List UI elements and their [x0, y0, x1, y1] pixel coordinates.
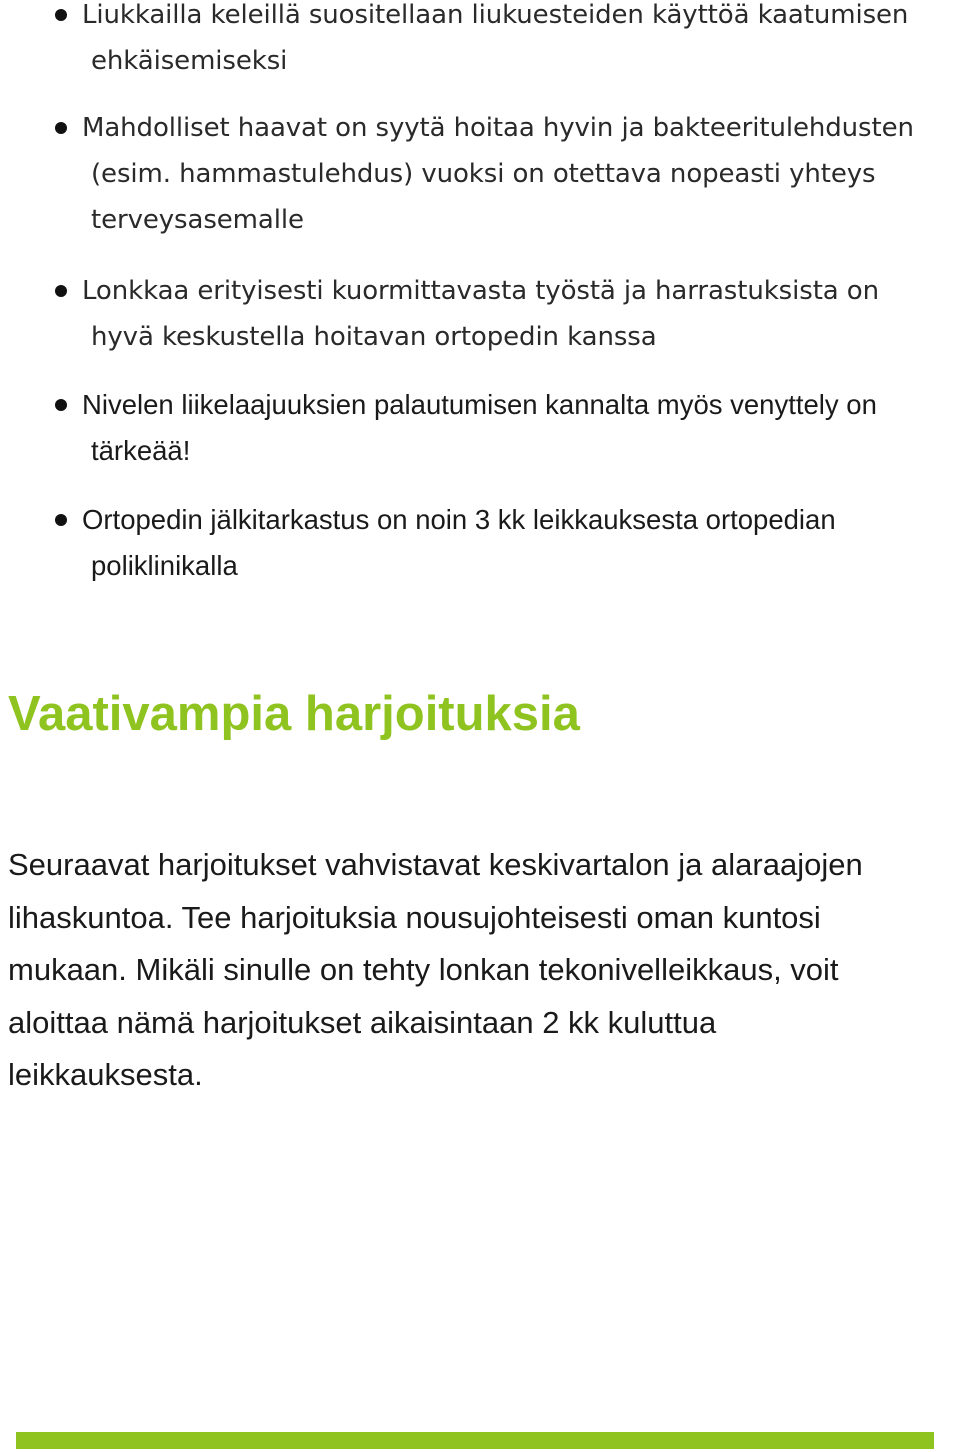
bullet-line: hyvä keskustella hoitavan ortopedin kanssa	[91, 322, 657, 352]
bullet-line: terveysasemalle	[91, 205, 304, 235]
bullet-line: Nivelen liikelaajuuksien palautumisen kannalta myös venyttely on	[82, 389, 877, 420]
paragraph-line: leikkauksesta.	[8, 1057, 203, 1092]
paragraph-line: mukaan. Mikäli sinulle on tehty lonkan tekonivelleikkaus, voit	[8, 952, 839, 987]
bullet-line: ehkäisemiseksi	[91, 46, 288, 76]
bullet-line: (esim. hammastulehdus) vuoksi on otettava nopeasti yhteys	[91, 159, 876, 189]
paragraph-line: Seuraavat harjoitukset vahvistavat keskivartalon ja alaraajojen	[8, 847, 863, 882]
paragraph-line: lihaskuntoa. Tee harjoituksia nousujohteisesti oman kuntosi	[8, 899, 821, 935]
bullet-icon	[55, 285, 67, 297]
bullet-icon	[55, 9, 67, 21]
bullet-icon	[55, 514, 67, 526]
paragraph-line: aloittaa nämä harjoitukset aikaisintaan 2 kk kuluttua	[8, 1004, 717, 1040]
bullet-icon	[55, 122, 67, 134]
bullet-line: Mahdolliset haavat on syytä hoitaa hyvin ja bakteeritulehdusten	[82, 113, 914, 143]
bullet-line: Lonkkaa erityisesti kuormittavasta työstä ja harrastuksista on	[82, 276, 879, 306]
body-paragraph	[8, 839, 953, 1102]
section-heading: Vaativampia harjoituksia	[8, 687, 580, 741]
bullet-line: Ortopedin jälkitarkastus on noin 3 kk leikkauksesta ortopedian	[82, 504, 836, 535]
footer-accent-bar	[16, 1432, 934, 1449]
bullet-line: tärkeää!	[91, 435, 191, 466]
bullet-icon	[55, 399, 67, 411]
bullet-line: poliklinikalla	[91, 550, 238, 581]
bullet-line: Liukkailla keleillä suositellaan liukuesteiden käyttöä kaatumisen	[82, 0, 909, 30]
